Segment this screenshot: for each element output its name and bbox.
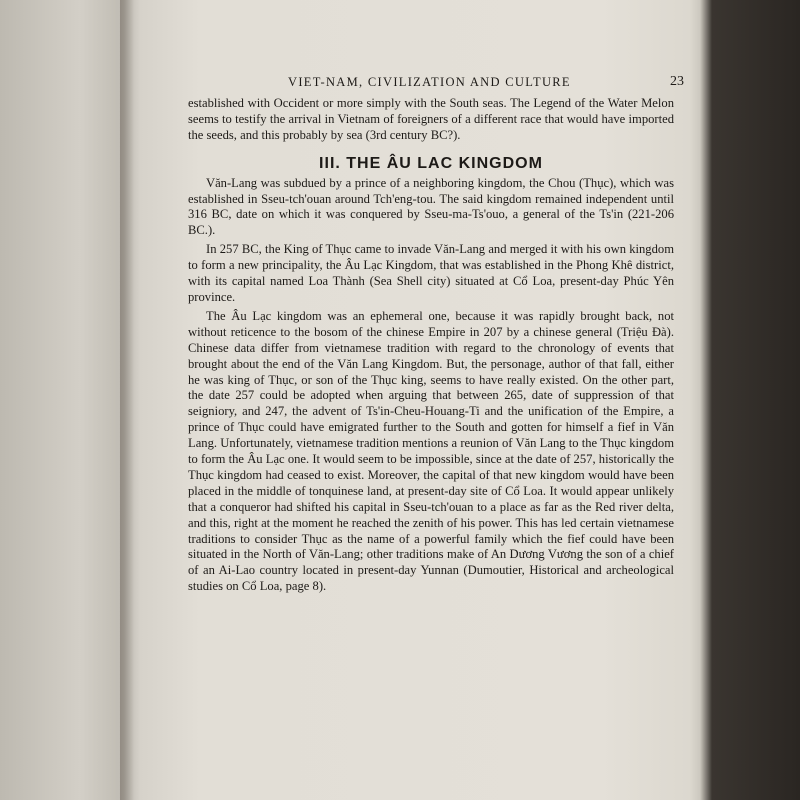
section-heading: III. THE ÂU LAC KINGDOM [319,154,543,172]
running-head-title: VIET-NAM, CIVILIZATION AND CULTURE [288,74,571,89]
paragraph-continuation: established with Occident or more simply with the South seas. The Legend of the Water Melon seems to testify the arrival in Vietnam of foreigners of a different race that would have imported the seeds, and this probably by sea (3rd century BC?). [188,96,674,142]
gutter-shadow [120,0,134,800]
running-head [288,72,684,92]
body-text [188,96,674,596]
book-page [188,64,684,784]
paragraph-257-bc: In 257 BC, the King of Thục came to invade Văn-Lang and merged it with his own kingdom to form a new principality, the Âu Lạc Kingdom, that was established in the Phong Khê district, with its capital named Loa Thành (Sea Shell city) situated at Cổ Loa, present-day Phúc Yên province. [188,242,674,304]
page-number: 23 [670,74,684,89]
paragraph-van-lang-subdued: Văn-Lang was subdued by a prince of a neighboring kingdom, the Chou (Thục), which was established in Sseu-tch'ouan around Tch'eng-tou. The said kingdom remained independent until 316 BC, date on which it was conquered by Sseu-ma-Ts'ouo, a general of the Ts'in (221-206 BC.). [188,175,674,238]
paragraph-au-lac-ephemeral: The Âu Lạc kingdom was an ephemeral one, because it was rapidly brought back, not without reticence to the bosom of the chinese Empire in 207 by a chinese general (Triệu Đà). Chinese data differ from vietnamese tradition with regard to the chronology of events that brought about the end of the Văn Lang Kingdom. But, the personage, author of that fall, either he was king of Thục, or son of the Thục king, seems to have really existed. On the other part, the date 257 could be adopted when arguing that between 265, date of suppression of that seigniory, and 247, the advent of Ts'in-Cheu-Houang-Ti and the unification of the Empire, a prince of Thục could have emigrated further to the South and gotten for himself a fief in Văn Lang. Unfortunately, vietnamese tradition mentions a reunion of Văn Lang to the Thục kingdom to form the Âu Lạc one. It would seem to be impossible, since at the date of 257, historically the Thục kingdom had ceased to exist. Moreover, the capital of that new kingdom would have been placed in the middle of tonquinese land, at present-day site of Cổ Loa. It would appear unlikely that a conqueror had shifted his capital in Sseu-tch'ouan to a place as far as the Red river delta, and this, right at the moment he reached the zenith of his power. This has led certain vietnamese traditions to consider Thục as the name of a powerful family which the fief could have been situated in the North of Văn-Lang; other traditions make of An Dương Vương the son of a chief of an Ai-Lao country located in present-day Yunnan (Dumoutier, Historical and archeological studies on Cổ Loa, page 8). [188,308,674,594]
facing-page-edge [0,0,118,800]
